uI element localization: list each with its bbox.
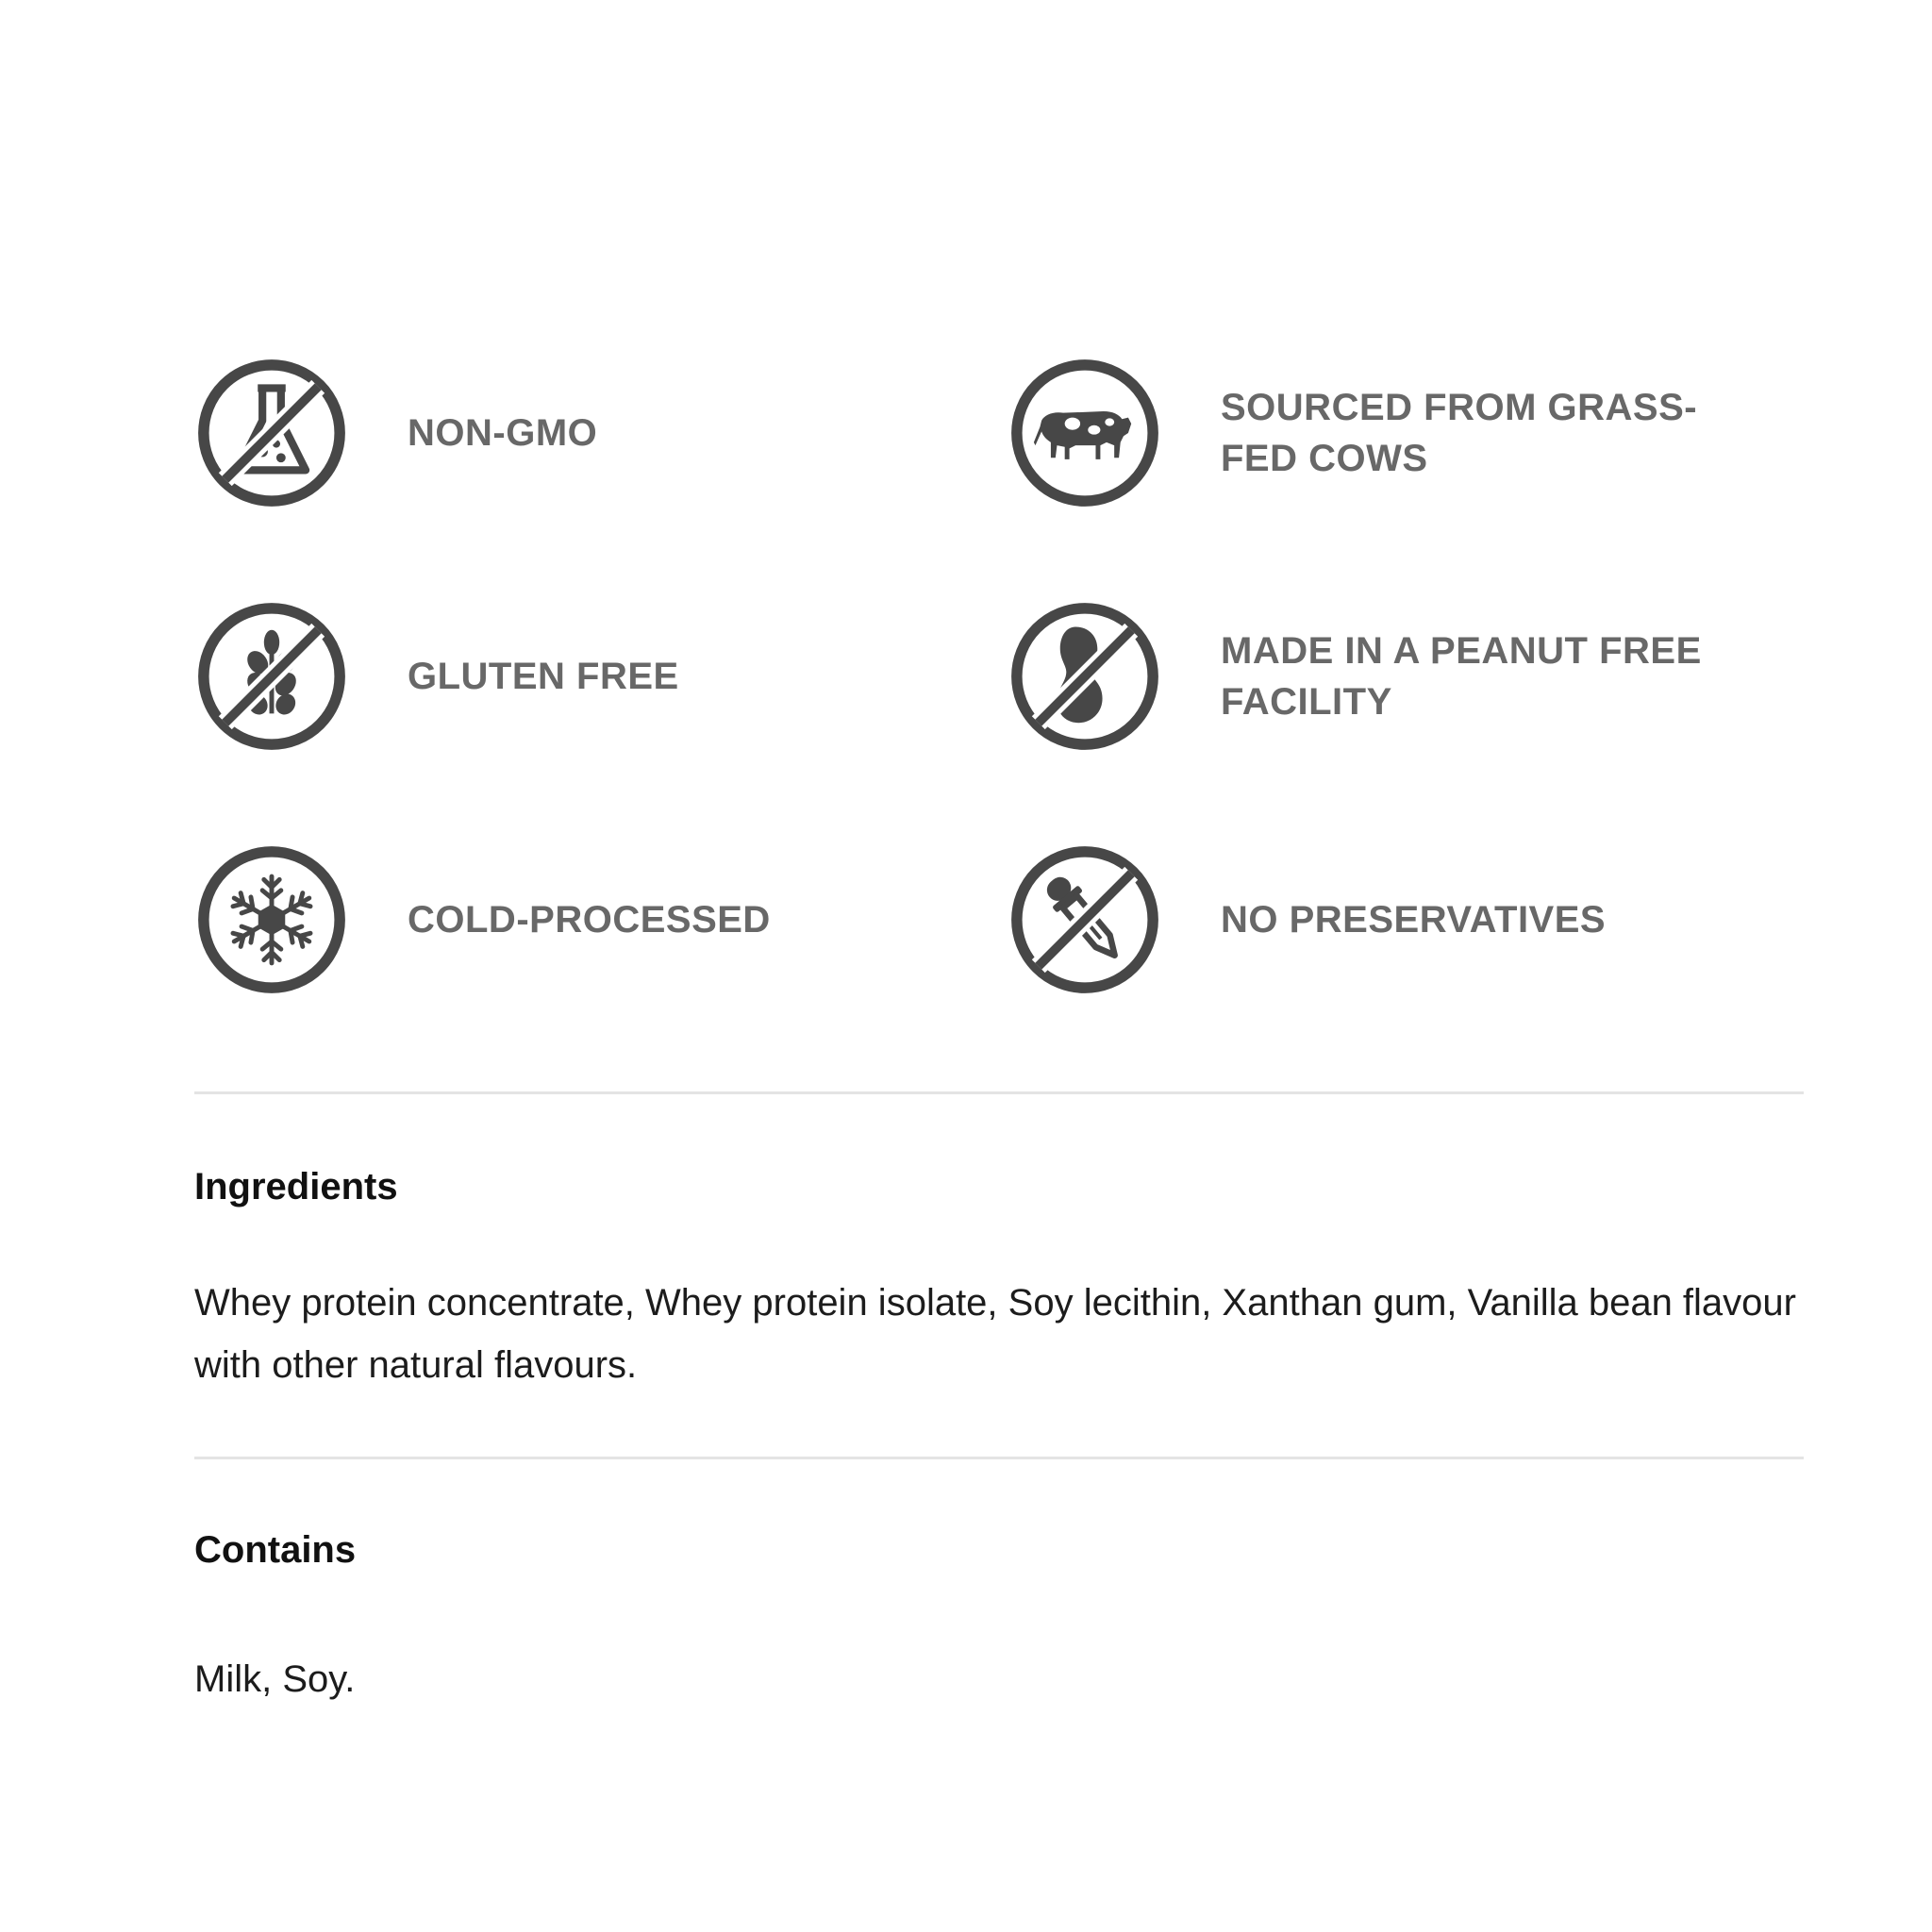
contains-text: Milk, Soy. [194, 1658, 356, 1700]
grass-fed-cow-icon [1008, 356, 1162, 510]
badge-no-preservatives [1008, 798, 1804, 1041]
contains-heading: Contains [194, 1529, 357, 1571]
badge-label: MADE IN A PEANUT FREE FACILITY [1221, 630, 1702, 723]
no-gmo-flask-icon [194, 356, 349, 510]
badge-gluten-free [194, 555, 1008, 798]
badge-label: SOURCED FROM GRASS-FED COWS [1221, 387, 1698, 479]
ingredients-text: Whey protein concentrate, Whey protein isolate, Soy lecithin, Xanthan gum, Vanilla bean flavour with other natural flavours. [194, 1282, 1796, 1386]
badge-label: NON-GMO [408, 412, 598, 454]
badge-grass-fed [1008, 311, 1804, 555]
badge-label: NO PRESERVATIVES [1221, 899, 1607, 941]
no-preservatives-dropper-icon [1008, 842, 1162, 997]
section-divider [194, 1091, 1804, 1094]
gluten-free-wheat-icon [194, 599, 349, 754]
product-badges [194, 311, 1804, 1041]
badge-peanut-free [1008, 555, 1804, 798]
badge-cold-processed [194, 798, 1008, 1041]
badge-label: COLD-PROCESSED [408, 899, 771, 941]
cold-processed-snowflake-icon [194, 842, 349, 997]
ingredients-heading: Ingredients [194, 1166, 398, 1208]
section-divider [194, 1457, 1804, 1459]
product-details [194, 311, 1804, 1710]
badge-label: GLUTEN FREE [408, 656, 679, 697]
badge-non-gmo [194, 311, 1008, 555]
peanut-free-icon [1008, 599, 1162, 754]
